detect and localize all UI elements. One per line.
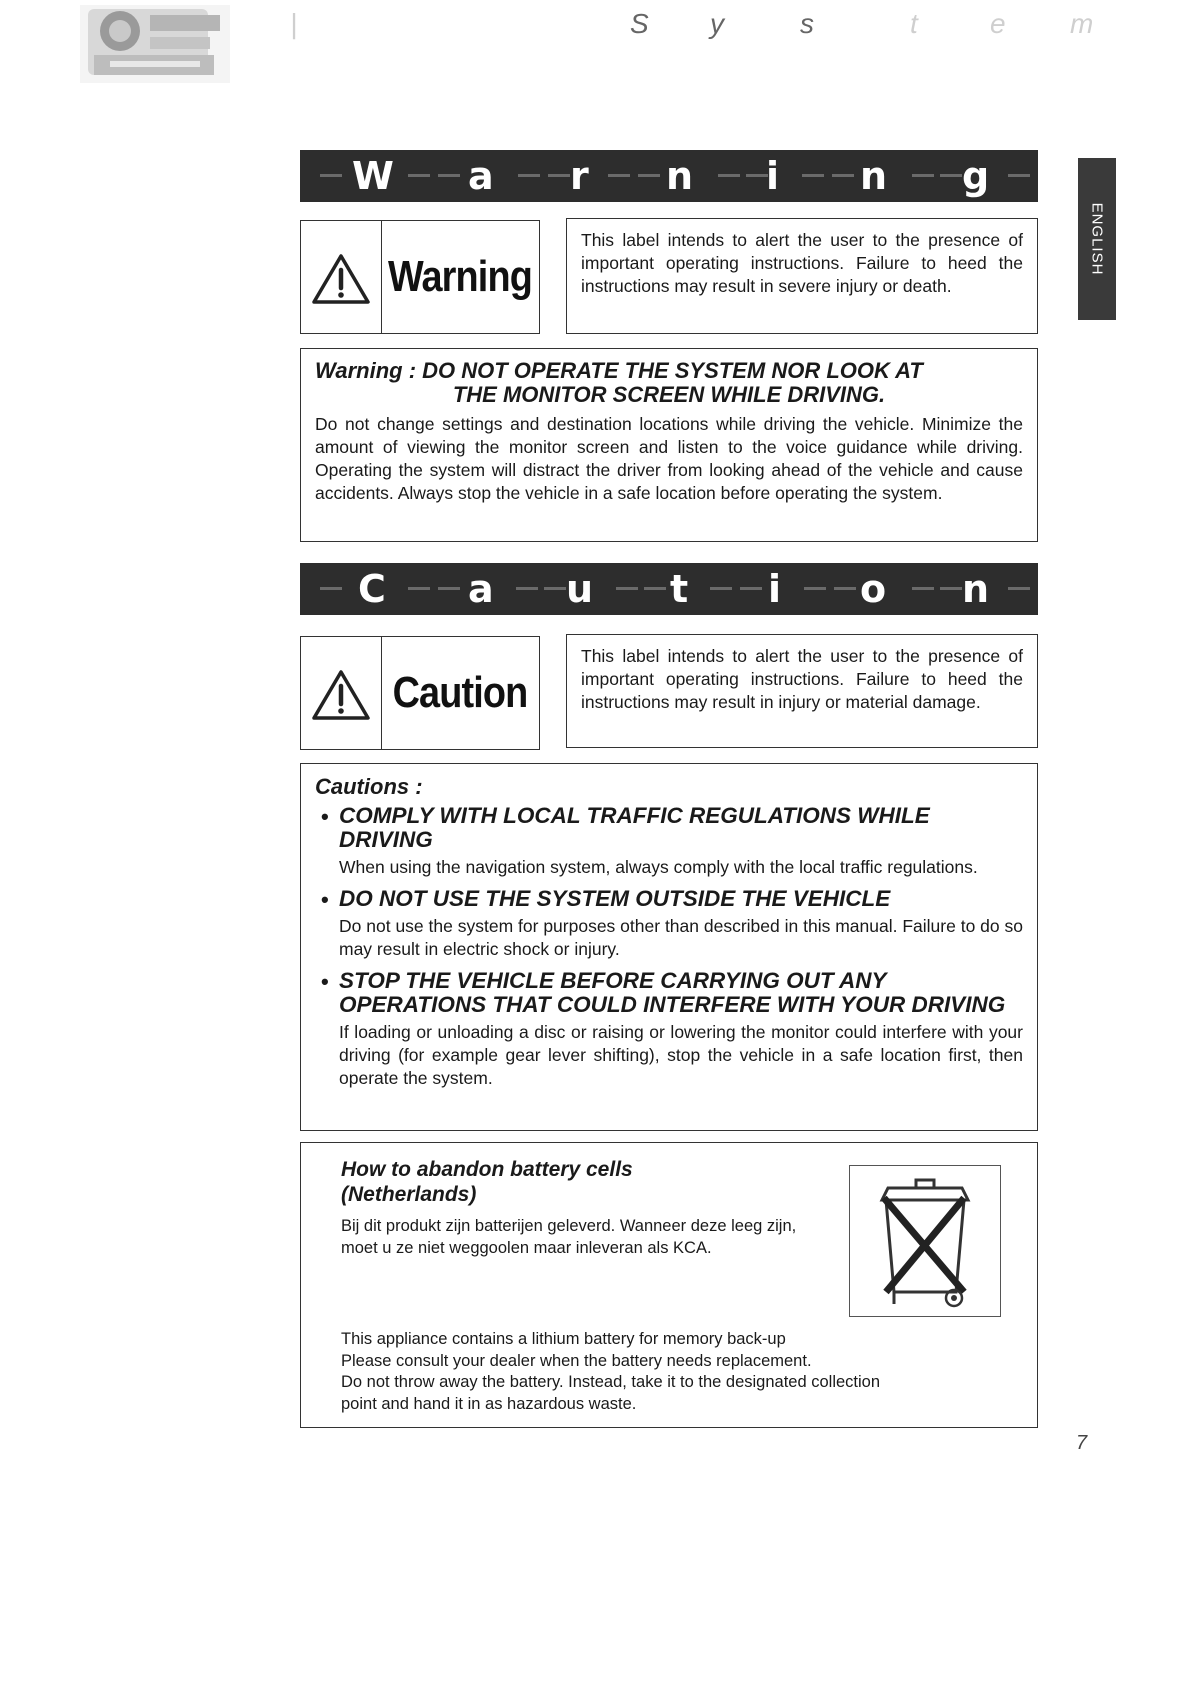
header-letter: S: [630, 8, 649, 39]
bullet: •: [321, 887, 329, 912]
cautions-heading: Cautions :: [315, 774, 423, 799]
header-letter: m: [1070, 8, 1094, 39]
banner-letter: n: [666, 154, 694, 198]
banner-letter: n: [860, 154, 888, 198]
warning-label: [300, 220, 540, 334]
language-tab: [1078, 158, 1116, 320]
caution-label: [300, 636, 540, 750]
battery-disposal-box: [300, 1142, 1038, 1428]
caution-item-text: If loading or unloading a disc or raising or lowering the monitor could interfere with your driving (for example gear lever shifting), stop the vehicle in a safe location first, then operate the system.: [339, 1022, 1023, 1088]
banner-letter: g: [962, 154, 990, 198]
caution-item-title: DO NOT USE THE SYSTEM OUTSIDE THE VEHICLE: [339, 886, 891, 911]
caution-item-text: Do not use the system for purposes other than described in this manual. Failure to do so may result in electric shock or injury.: [339, 916, 1023, 959]
caution-item: [315, 804, 1023, 879]
bullet: •: [321, 804, 329, 829]
banner-letter: i: [766, 154, 780, 198]
header-letter: y: [710, 8, 724, 39]
page-number: 7: [1076, 1432, 1088, 1454]
caution-label-description: This label intends to alert the user to the presence of important operating instructions. Failure to heed the instructions may result in injury or material damage.: [566, 634, 1038, 748]
header-letter: e: [990, 8, 1006, 39]
warning-notice-box: [300, 348, 1038, 542]
brand-logo: [80, 5, 230, 83]
banner-letter: a: [468, 567, 494, 611]
banner-letter: n: [962, 567, 990, 611]
caution-item: [315, 969, 1023, 1090]
battery-dutch-text: Bij dit produkt zijn batterijen geleverd. Wanneer deze leeg zijn, moet u ze niet weggoolen maar inleveran als KCA.: [341, 1217, 797, 1257]
banner-letter: C: [358, 567, 386, 611]
caution-item-text: When using the navigation system, always comply with the local traffic regulations.: [339, 857, 978, 877]
caution-item: [315, 887, 1023, 961]
caution-item-title: STOP THE VEHICLE BEFORE CARRYING OUT ANY OPERATIONS THAT COULD INTERFERE WITH YOUR DRIVING: [339, 968, 1006, 1017]
battery-english-text: This appliance contains a lithium battery for memory back-up Please consult your dealer when the battery needs replacement. Do not throw away the battery. Instead, take it to the designated collection point and hand it in as hazardous waste.: [341, 1330, 881, 1413]
banner-letter: i: [768, 567, 782, 611]
bullet: •: [321, 969, 329, 994]
banner-letter: u: [566, 567, 594, 611]
header-letter: t: [910, 8, 918, 39]
banner-letter: W: [352, 154, 394, 198]
page-header-title: | S y s t e m: [290, 8, 1094, 39]
warning-triangle-icon: [311, 253, 371, 305]
caution-triangle-icon: [311, 669, 371, 721]
warning-notice-title: Warning : DO NOT OPERATE THE SYSTEM NOR LOOK AT THE MONITOR SCREEN WHILE DRIVING.: [315, 358, 923, 407]
caution-label-word: Caution: [392, 668, 528, 717]
caution-banner: [300, 563, 1038, 615]
banner-letter: r: [570, 154, 589, 198]
warning-label-description: This label intends to alert the user to the presence of important operating instructions. Failure to heed the instructions may result in severe injury or death.: [566, 218, 1038, 334]
banner-letter: a: [468, 154, 494, 198]
banner-letter: o: [860, 567, 887, 611]
warning-banner: [300, 150, 1038, 202]
header-letter: s: [800, 8, 814, 39]
warning-notice-body: Do not change settings and destination locations while driving the vehicle. Minimize the amount of viewing the monitor screen and listen to the voice guidance while driving. Operating the system will distract the driver from looking ahead of the vehicle and cause accidents. Always stop the vehicle in a safe location before operating the system.: [315, 414, 1023, 503]
cautions-box: [300, 763, 1038, 1131]
battery-heading: How to abandon battery cells (Netherlands): [341, 1158, 633, 1206]
crossed-bin-icon: [849, 1165, 1001, 1317]
language-tab-label: ENGLISH: [1088, 202, 1106, 276]
banner-letter: t: [670, 567, 689, 611]
warning-label-word: Warning: [388, 252, 532, 301]
caution-item-title: COMPLY WITH LOCAL TRAFFIC REGULATIONS WHILE DRIVING: [339, 803, 930, 852]
